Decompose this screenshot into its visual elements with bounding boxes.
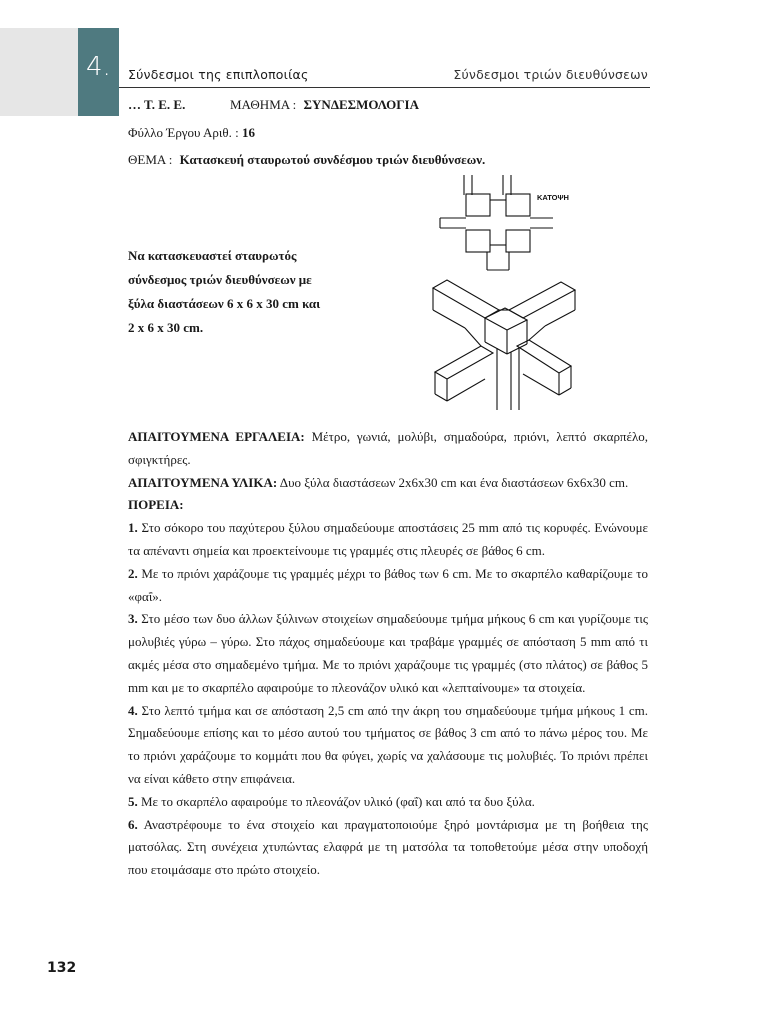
step-number: 1. bbox=[128, 520, 138, 536]
plan-view-label: ΚΑΤΟΨΗ bbox=[537, 193, 569, 202]
materials-paragraph bbox=[128, 472, 648, 495]
header-divider bbox=[119, 87, 650, 88]
step-text: Στο μέσο των δυο άλλων ξύλινων στοιχείων σημαδεύουμε τμήμα μήκους 6 cm και γυρίζουμε τις μολυβιές γύρω – γύρω. Στο πάχος σημαδεύουμε και τραβάμε γραμμές σε απόσταση 5 mm από τι ακμές μέσα στο σημαδεμένο τμήμα. Με το πριόνι χαράζουμε τις γραμμές (στο πλάτος) σε βάθος 5 mm και με το σκαρπέλο αφαιρούμε το πλεονάζον υλικό και «λεπταίνουμε» τα στοιχεία. bbox=[128, 611, 649, 695]
materials-text: Δυο ξύλα διαστάσεων 2x6x30 cm και ένα διαστάσεων 6x6x30 cm. bbox=[279, 474, 629, 490]
joint-figure bbox=[425, 170, 585, 415]
step-paragraph bbox=[128, 517, 648, 563]
subject-value: ΣΥΝΔΕΣΜΟΛΟΓΙΑ bbox=[303, 97, 419, 112]
sheet-label: Φύλλο Έργου Αριθ. : bbox=[128, 125, 239, 140]
step-number: 5. bbox=[128, 793, 138, 809]
step-number: 4. bbox=[128, 702, 138, 718]
main-text bbox=[128, 426, 648, 882]
intro-line: σύνδεσμος τριών διευθύνσεων με bbox=[128, 272, 312, 287]
chapter-tab-background bbox=[0, 28, 78, 116]
header-section-title: Σύνδεσμοι της επιπλοποιίας bbox=[128, 67, 309, 82]
step-number: 2. bbox=[128, 565, 138, 581]
plan-view-drawing bbox=[440, 175, 553, 270]
step-text: Αναστρέφουμε το ένα στοιχείο και πραγματοποιούμε ξηρό μοντάρισμα με τη βοήθεια της ματσόλας. Στη συνέχεια χτυπώντας ελαφρά με τη ματσόλα τα τοποθετούμε μέσα στην υποδοχή που ετοιμάσαμε στο πρώτο στοιχείο. bbox=[128, 816, 648, 878]
tools-text: Μέτρο, γωνιά, μολύβι, σημαδούρα, πριόνι, λεπτό σκαρπέλο, σφιγκτήρες. bbox=[128, 429, 649, 467]
subject-line bbox=[230, 97, 419, 113]
step-paragraph bbox=[128, 700, 648, 791]
intro-line: ξύλα διαστάσεων 6 x 6 x 30 cm και bbox=[128, 296, 321, 311]
sheet-line bbox=[128, 125, 255, 141]
step-number: 6. bbox=[128, 816, 138, 832]
step-paragraph bbox=[128, 563, 648, 609]
step-number: 3. bbox=[128, 611, 138, 627]
step-text: Με το σκαρπέλο αφαιρούμε το πλεονάζον υλικό (φαΐ) και από τα δυο ξύλα. bbox=[141, 793, 535, 809]
topic-label: ΘΕΜΑ : bbox=[128, 152, 173, 167]
topic-value: Κατασκευή σταυρωτού συνδέσμου τριών διευθύνσεων. bbox=[179, 152, 486, 167]
header-chapter-title: Σύνδεσμοι τριών διευθύνσεων bbox=[453, 67, 648, 82]
sheet-number: 16 bbox=[241, 125, 255, 140]
subject-label: ΜΑΘΗΜΑ : bbox=[230, 97, 297, 112]
step-text: Στο λεπτό τμήμα και σε απόσταση 2,5 cm από την άκρη του σημαδεύουμε τμήμα μήκους 1 cm. Σημαδεύουμε επίσης και το μέσο αυτού του τμήματος σε βάθος 3 cm από το πάνω μέρος του. Με το πριόνι χαράζουμε το κομμάτι που θα φύγει, χωρίς να χαλάσουμε τις μολυβιές. Το πριόνι πρέπει να είναι κάθετο στην επιφάνεια. bbox=[128, 702, 648, 786]
procedure-title: ΠΟΡΕΙΑ: bbox=[128, 497, 184, 513]
topic-line bbox=[128, 152, 485, 168]
step-paragraph bbox=[128, 814, 648, 882]
tools-paragraph bbox=[128, 426, 648, 472]
intro-text bbox=[128, 244, 358, 340]
intro-line: 2 x 6 x 30 cm. bbox=[128, 320, 204, 335]
step-text: Στο σόκορο του παχύτερου ξύλου σημαδεύουμε αποστάσεις 25 mm από τις κορυφές. Ενώνουμε τα απέναντι σημεία και προεκτείνουμε τις γραμμές στις πλευρές σε βάθος 6 cm. bbox=[128, 520, 649, 558]
page-number: 132 bbox=[47, 960, 77, 976]
school-label: … Τ. Ε. Ε. bbox=[128, 97, 186, 112]
chapter-number: 4. bbox=[86, 52, 111, 82]
step-text: Με το πριόνι χαράζουμε τις γραμμές μέχρι το βάθος των 6 cm. Με το σκαρπέλο καθαρίζουμε το «φαΐ». bbox=[128, 565, 648, 604]
materials-label: ΑΠΑΙΤΟΥΜΕΝΑ ΥΛΙΚΑ: bbox=[128, 474, 278, 490]
isometric-joint-drawing bbox=[433, 280, 575, 410]
tools-label: ΑΠΑΙΤΟΥΜΕΝΑ ΕΡΓΑΛΕΙΑ: bbox=[128, 429, 305, 444]
intro-line: Να κατασκευαστεί σταυρωτός bbox=[128, 248, 297, 263]
step-paragraph bbox=[128, 791, 648, 814]
step-paragraph bbox=[128, 608, 648, 699]
